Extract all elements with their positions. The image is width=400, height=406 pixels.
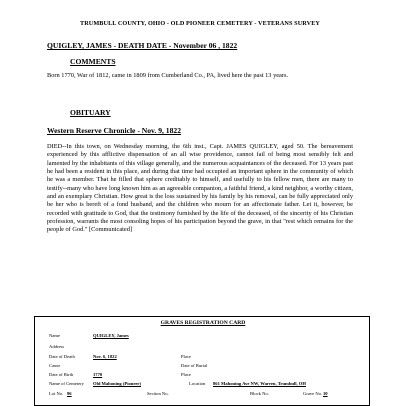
- cause-label: Cause: [49, 363, 61, 368]
- grave-label: Grave No.: [303, 391, 323, 396]
- address-label: Address: [49, 344, 65, 349]
- burial-date-label: Date of Burial: [181, 363, 208, 368]
- page-title: QUIGLEY, JAMES - DEATH DATE - November 06 , 1822: [47, 41, 238, 50]
- birth-date-label: Date of Birth: [49, 372, 74, 377]
- grave-value: 10: [323, 391, 328, 396]
- birth-date-value: 1770: [93, 372, 103, 377]
- obituary-text: DIED--In this town, on Wednesday morning, the 6th inst., Capt. JAMES QUIGLEY, aged 50. The bereavement experienced by this afflictive dispensation of an all wise providence, cannot fail of being most sensibly felt and lamented by the inhabitants of this village generally, and the numerous acquaintances of the deceased. For 13 years past he had been a resident in this place, and during that time had occupied an important sphere in the community of which he was a member. That he filled that sphere creditably to himself, and usefully to his fellow men, there are many to testify--many who have long known him as an agreeable companion, a faithful friend, a kind neighbor, a worthy citizen, and an exemplary Christian. How great is the loss sustained by his family by his removal, can be fully appreciated only be her who is bereft of a fond husband, and the children who mourn for an affectionate father. Let it, however, be recorded with gratitude to God, that the testimony furnished by the life of the deceased, of the sincerity of his Christian profession, warrants the most consoling hopes of his participation beyond the grave, in that "rest which remains for the people of God." [Communicated]: [47, 143, 353, 234]
- block-label: Block No.: [250, 391, 269, 396]
- comments-heading: COMMENTS: [70, 57, 116, 66]
- comments-text: Born 1770, War of 1812, came in 1809 from Cumberland Co., PA, lived here the past 13 years.: [47, 72, 289, 79]
- lot-label: Lot No.: [49, 391, 64, 396]
- name-label: Name: [49, 333, 60, 338]
- graves-registration-card: [34, 316, 370, 406]
- cemetery-label: Name of Cemetery: [49, 381, 84, 386]
- obituary-source: Western Reserve Chronicle - Nov. 9, 1822: [47, 126, 181, 135]
- page-header: TRUMBULL COUNTY, OHIO - OLD PIONEER CEMETERY - VETERANS SURVEY: [79, 20, 320, 27]
- obituary-heading: OBITUARY: [70, 108, 111, 117]
- name-value: QUIGLEY, James: [93, 333, 129, 338]
- cemetery-value: Old Mahoning (Pioneer): [93, 381, 141, 386]
- location-value: 861 Mahoning Ave NW, Warren, Trumbull, OH: [213, 381, 306, 386]
- birth-place-label: Place: [181, 372, 191, 377]
- card-title: GRAVES REGISTRATION CARD: [160, 320, 246, 326]
- death-date-value: Nov. 6, 1822: [93, 354, 117, 359]
- section-label: Section No.: [147, 391, 169, 396]
- lot-value: 96: [67, 391, 72, 396]
- death-place-label: Place: [181, 354, 191, 359]
- death-date-label: Date of Death: [49, 354, 75, 359]
- location-label: Location: [189, 381, 206, 386]
